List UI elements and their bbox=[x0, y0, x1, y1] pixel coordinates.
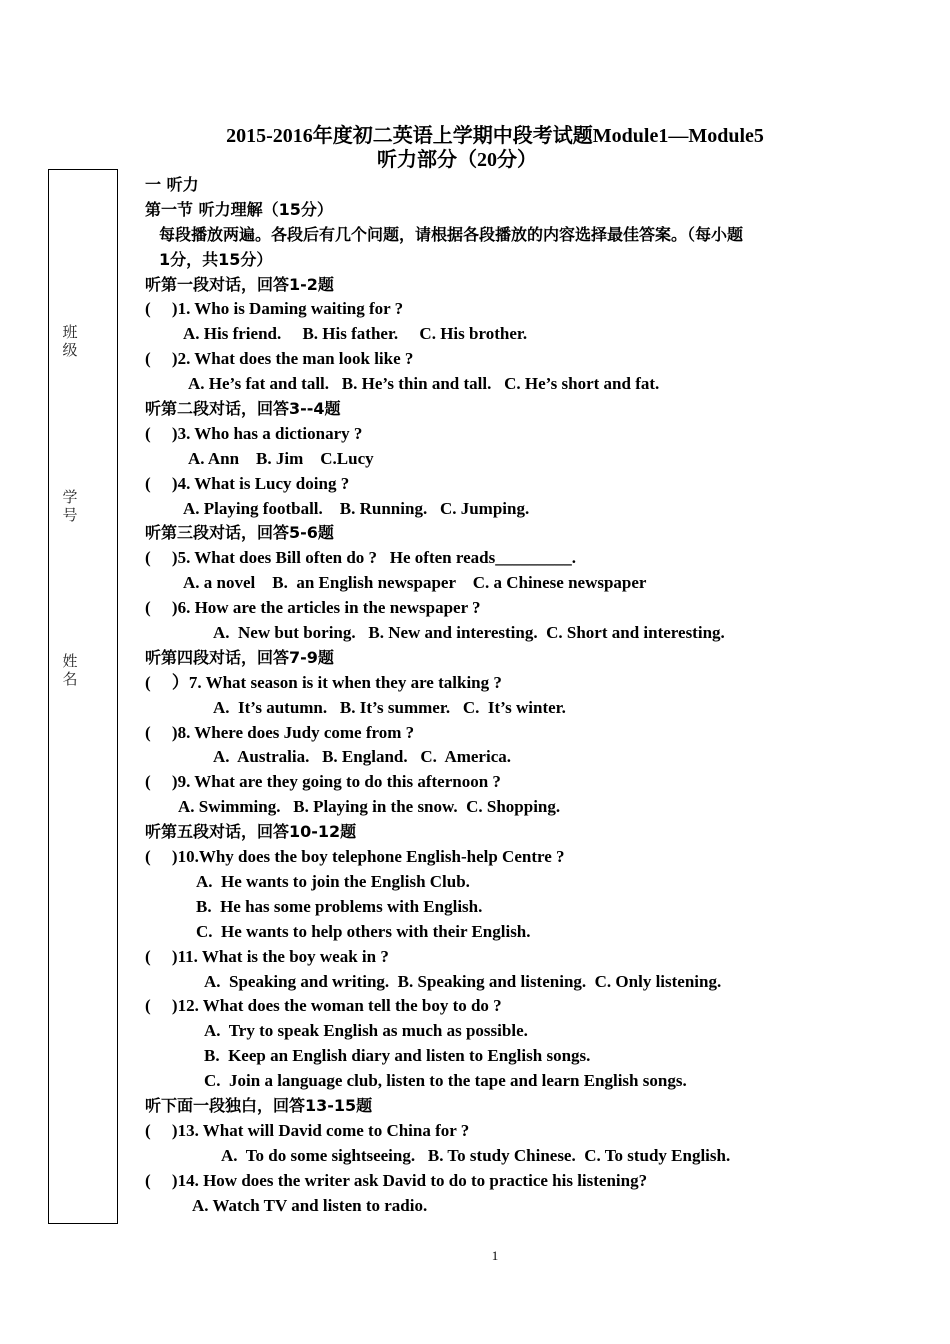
question-line: C. Join a language club, listen to the tape and learn English songs. bbox=[204, 1071, 687, 1091]
question-line: A. Swimming. B. Playing in the snow. C. Shopping. bbox=[178, 797, 561, 817]
question-line: ( )5. What does Bill often do ? He often reads_________. bbox=[145, 548, 576, 568]
name-label: 姓 名 bbox=[62, 652, 78, 688]
question-line: A. Ann B. Jim C.Lucy bbox=[188, 448, 374, 468]
exam-title: 2015-2016年度初二英语上学期中段考试题Module1—Module5 bbox=[226, 125, 764, 147]
question-line: ( )3. Who has a dictionary ? bbox=[145, 423, 363, 443]
question-line: B. He has some problems with English. bbox=[196, 896, 483, 916]
section-heading: 听第五段对话，回答10-12题 bbox=[145, 822, 357, 842]
student-id-label: 学 号 bbox=[62, 488, 78, 524]
question-line: ( )1. Who is Daming waiting for ? bbox=[145, 299, 404, 319]
section-heading: 听下面一段独白，回答13-15题 bbox=[145, 1095, 373, 1115]
question-line: A. Speaking and writing. B. Speaking and listening. C. Only listening. bbox=[204, 971, 722, 991]
question-line: A. a novel B. an English newspaper C. a Chinese newspaper bbox=[183, 573, 647, 593]
question-line: ( )4. What is Lucy doing ? bbox=[145, 473, 350, 493]
section-heading: 1分，共15分） bbox=[159, 249, 273, 269]
question-line: B. Keep an English diary and listen to English songs. bbox=[204, 1046, 591, 1066]
section-heading: 听第三段对话，回答5-6题 bbox=[145, 523, 334, 543]
question-line: A. New but boring. B. New and interesting. C. Short and interesting. bbox=[213, 623, 725, 643]
question-line: A. Try to speak English as much as possible. bbox=[204, 1021, 528, 1041]
question-line: A. He wants to join the English Club. bbox=[196, 871, 470, 891]
question-line: ( )8. Where does Judy come from ? bbox=[145, 722, 415, 742]
question-line: ( )10.Why does the boy telephone English-help Centre ? bbox=[145, 847, 565, 867]
question-line: A. It’s autumn. B. It’s summer. C. It’s winter. bbox=[213, 697, 566, 717]
section-heading: 听第四段对话，回答7-9题 bbox=[145, 647, 334, 667]
page-number: 1 bbox=[491, 1248, 499, 1263]
question-list bbox=[0, 173, 950, 1218]
question-line: ( )13. What will David come to China for ? bbox=[145, 1120, 470, 1140]
question-line: ( )11. What is the boy weak in ? bbox=[145, 946, 389, 966]
section-heading: 一 听力 bbox=[145, 175, 199, 194]
section-heading: 听第二段对话，回答3--4题 bbox=[145, 399, 341, 419]
question-line: ( )9. What are they going to do this afternoon ? bbox=[145, 772, 501, 792]
question-line: ( )14. How does the writer ask David to do to practice his listening? bbox=[145, 1170, 648, 1190]
question-line: C. He wants to help others with their English. bbox=[196, 921, 531, 941]
question-line: A. He’s fat and tall. B. He’s thin and tall. C. He’s short and fat. bbox=[188, 374, 660, 394]
question-line: ( )2. What does the man look like ? bbox=[145, 349, 414, 369]
question-line: A. Watch TV and listen to radio. bbox=[192, 1195, 428, 1215]
question-line: A. To do some sightseeing. B. To study Chinese. C. To study English. bbox=[221, 1145, 731, 1165]
section-heading: 每段播放两遍。各段后有几个问题，请根据各段播放的内容选择最佳答案。（每小题 bbox=[159, 224, 744, 244]
section-title: 听力部分（20分） bbox=[377, 149, 537, 171]
section-heading: 第一节 听力理解（15分） bbox=[145, 199, 333, 219]
class-label: 班 级 bbox=[62, 323, 78, 359]
section-heading: 听第一段对话，回答1-2题 bbox=[145, 274, 334, 294]
question-line: ( )6. How are the articles in the newspaper ? bbox=[145, 598, 481, 618]
question-line: A. Australia. B. England. C. America. bbox=[213, 747, 511, 767]
question-line: A. His friend. B. His father. C. His brother. bbox=[183, 324, 528, 344]
question-line: A. Playing football. B. Running. C. Jumping. bbox=[183, 498, 530, 518]
question-line: ( )12. What does the woman tell the boy to do ? bbox=[145, 996, 502, 1016]
question-line: ( ）7. What season is it when they are talking ? bbox=[145, 672, 502, 692]
